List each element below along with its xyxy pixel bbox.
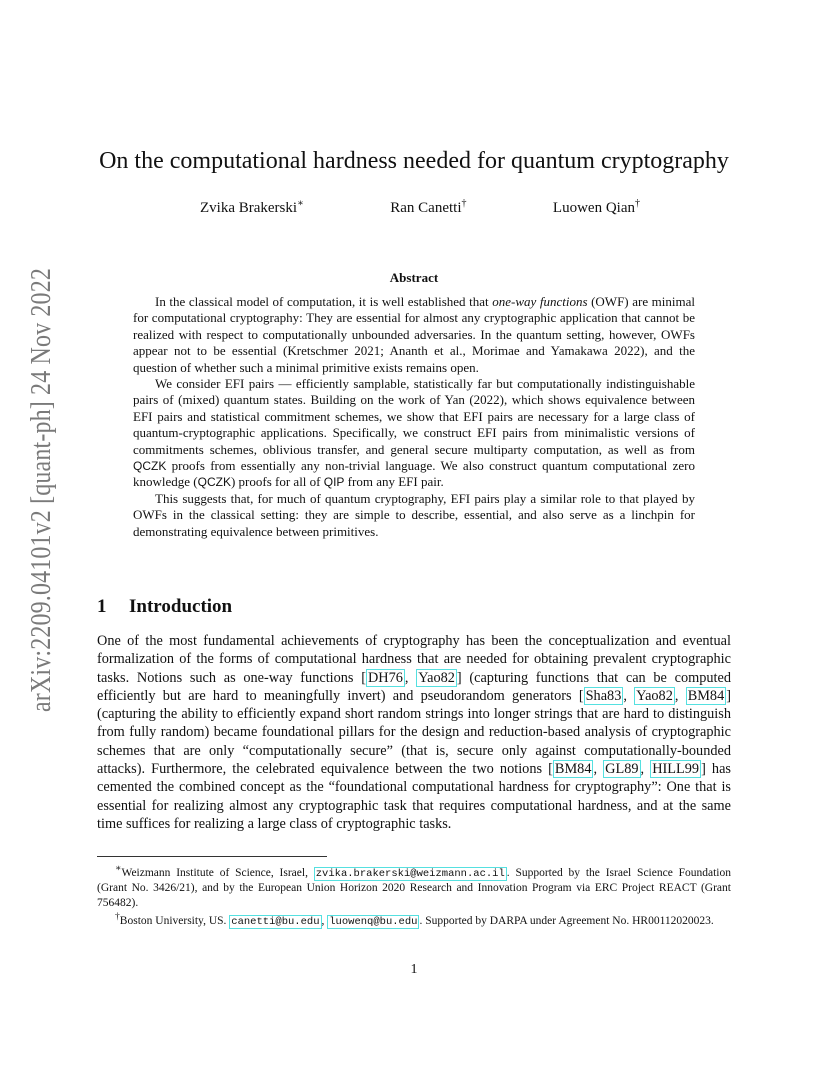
footnote-mark: † [634, 198, 640, 209]
citation-link[interactable]: Sha83 [585, 687, 622, 704]
author-name: Ran Canetti [390, 200, 462, 216]
section-title: Introduction [129, 596, 233, 617]
email-link[interactable]: canetti@bu.edu [231, 916, 320, 929]
arxiv-stamp-text: arXiv:2209.04101v2 [quant-ph] 24 Nov 2022 [26, 268, 57, 712]
citation-link[interactable]: DH76 [367, 669, 403, 686]
footnotes [97, 862, 731, 930]
citation-link[interactable]: GL89 [605, 761, 639, 778]
text-run: (capturing functions that can be computed efficiently but are hard to meaningfully invert) and pseudorandom generators [97, 669, 731, 704]
text-run: ) proofs for all of [230, 474, 324, 490]
footnote-rule [97, 856, 327, 857]
author [390, 198, 466, 217]
citation-link[interactable]: HILL99 [652, 761, 700, 778]
text-run: proofs from essentially any non-trivial language. We also construct quantum computational zero knowledge ( [133, 458, 695, 490]
emphasis: one-way functions [492, 294, 588, 309]
text-run: Weizmann Institute of Science, Israel, [121, 866, 314, 879]
complexity-class: QIP [323, 475, 345, 490]
citation-link[interactable]: Yao82 [418, 669, 455, 686]
intro-paragraph: One of the most fundamental achievements of cryptography has been the conceptualization and eventual formalization of the forms of computational hardness that are needed for obtaining prevalent cryptographic tasks. Notions such as one-way functions [ DH76 , Yao82 ] (capturing functions that can be computed efficiently but are hard to meaningfully invert) and pseudorandom generators [ Sha83 , Yao82 , BM84 ] (capturing the ability to efficiently expand short random strings into longer strings that are hard to distinguish from fully random) became foundational pillars for the design and reduction-based analysis of cryptographic schemes that are only “computationally secure” (that is, secure only against computationally-bounded attacks). Furthermore, the celebrated equivalence between the two notions [ BM84 , GL89 , HILL99 ] has cemented the combined concept as the “foundational computational hardness for cryptography”: One that is essential for realizing almost any cryptographic task that requires computational hardness, and at the same time suffices for realizing a large class of cryptographic tasks. [97, 633, 731, 832]
author [200, 198, 304, 217]
footnote-mark: ∗ [297, 198, 304, 209]
text-run: . Supported by DARPA under Agreement No. HR00112020023. [419, 915, 714, 928]
citation-link[interactable]: Yao82 [636, 687, 673, 704]
arxiv-identifier-stamp [18, 268, 62, 712]
abstract-paragraph: This suggests that, for much of quantum cryptography, EFI pairs play a similar role to that played by OWFs in the classical setting: they are simple to describe, essential, and also serve as a linchpin for demonstrating equivalence between primitives. [133, 490, 695, 539]
abstract-paragraph [133, 376, 695, 491]
abstract-paragraph [133, 294, 695, 376]
abstract-heading: Abstract [389, 270, 439, 285]
author-name: Zvika Brakerski [200, 200, 298, 216]
text-run: from any EFI pair. [344, 474, 444, 490]
citation-link[interactable]: BM84 [687, 687, 725, 704]
arxiv-stamp-svg [18, 268, 62, 712]
text-run: (OWF) are minimal for computational cryptography: They are essential for almost any cryptographic application that cannot be realized with respect to computationally unbounded adversaries. In the quantum setting, however, OWFs appear not to be essential (Kretschmer 2021; Ananth et al., Morimae and Yamakawa 2022), and the question of whether such a minimal primitive exists remains open. [133, 294, 695, 375]
text-run: One of the most fundamental achievements of cryptography has been the conceptualization and eventual formalization of the forms of computational hardness that are needed for obtaining prevalent cryptographic tasks. Notions such as one-way functions [97, 633, 731, 686]
text-run: (capturing the ability to efficiently expand short random strings into longer strings that are hard to distinguish from fully random) became foundational pillars for the design and reduction-based analysis of cryptographic schemes that are only “computationally secure” (that is, secure only against computationally-bounded attacks). Furthermore, the celebrated equivalence between the two notions [97, 706, 731, 778]
citation-link[interactable]: BM84 [554, 761, 592, 778]
text-run: Boston University, US. [119, 915, 230, 928]
text-run: . Supported by the Israel Science Foundation (Grant No. 3426/21), and by the European Union Horizon 2020 Research and Innovation Program via ERC Project REACT (Grant 756482). [97, 866, 731, 909]
footnote [97, 910, 731, 929]
email-link[interactable]: zvika.brakerski@weizmann.ac.il [315, 867, 505, 880]
complexity-class: QCZK [133, 459, 167, 474]
section-heading [97, 596, 232, 618]
author-name: Luowen Qian [552, 200, 635, 216]
text-run: We consider EFI pairs — efficiently samplable, statistically far but computationally indistinguishable pairs of (mixed) quantum states. Building on the work of Yan (2022), which shows equivalence between EFI pairs and statistical commitment schemes, we show that EFI pairs are necessary for a large class of quantum-cryptographic applications. Specifically, we construct EFI pairs from minimalistic versions of commitments schemes, oblivious transfer, and general secure multiparty computation, as well as from [133, 376, 695, 457]
footnote-mark: ∗ [115, 863, 122, 874]
paper-title: On the computational hardness needed for quantum cryptography [99, 148, 729, 174]
footnote-mark: † [461, 198, 467, 209]
footnote-mark: † [115, 911, 120, 923]
page-number: 1 [410, 962, 418, 977]
section-number: 1 [97, 596, 107, 617]
abstract-body [133, 294, 695, 540]
text-run: , [321, 915, 328, 928]
text-run: In the classical model of computation, it is well established that [155, 294, 493, 309]
author-list [200, 198, 640, 217]
text-run: has cemented the combined concept as the “foundational computational hardness for cryptography”: One that is essential for realizing almost any cryptographic task that requires computational hardness, and at the same time suffices for realizing a large class of cryptographic tasks. [97, 761, 731, 832]
footnote [97, 862, 731, 910]
email-link[interactable]: luowenq@bu.edu [329, 916, 418, 929]
author [553, 198, 640, 217]
complexity-class: QCZK [197, 475, 231, 490]
